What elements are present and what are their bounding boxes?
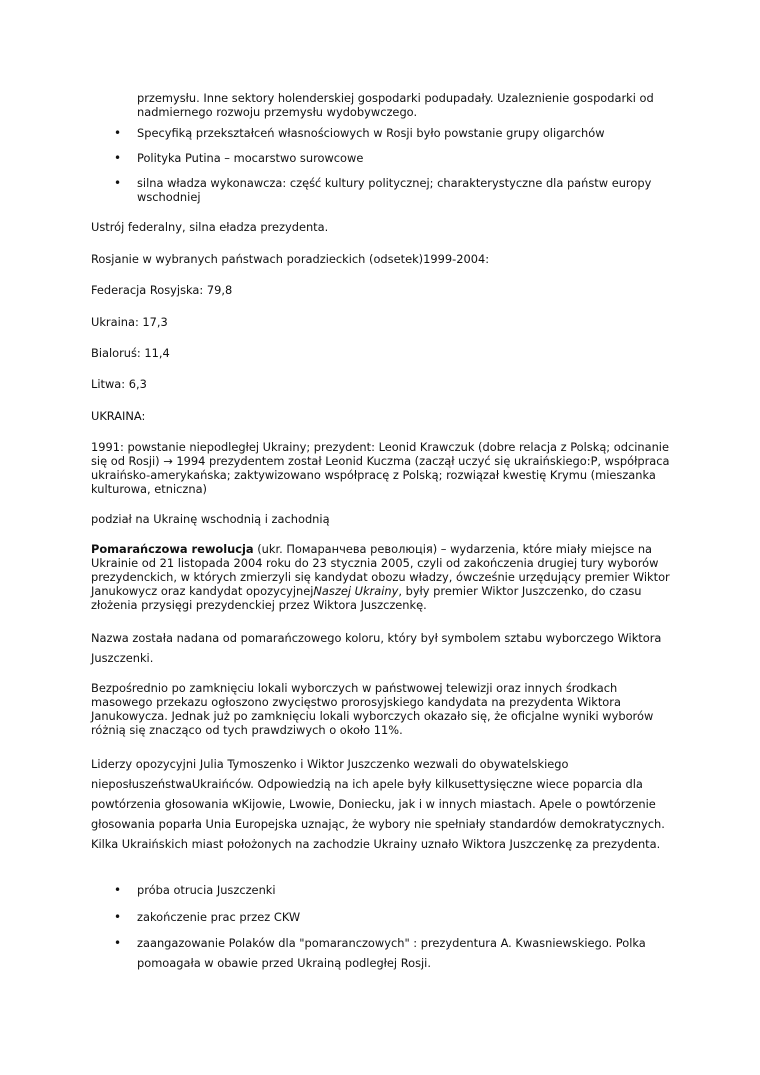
orange-text-b: , były premier Wiktor Juszczenko, do czasu złożenia przysięgi prezydenckiej przez Wiktora Juszczenkę. — [91, 584, 642, 612]
orange-italic: Naszej Ukrainy — [313, 584, 399, 598]
bullet-item: zakończenie prac przez CKW — [137, 910, 301, 924]
bullet-glyph: • — [114, 126, 122, 140]
stat-line: Ukraina: 17,3 — [91, 315, 168, 329]
stat-line: Bialoruś: 11,4 — [91, 346, 170, 360]
paragraph-orange-revolution — [91, 542, 681, 612]
section-heading-ukraina: UKRAINA: — [91, 409, 146, 423]
bullet-item: silna władza wykonawcza: część kultury politycznej; charakterystyczne dla państw europy wschodniej — [137, 176, 652, 204]
bullet-item: zaangazowanie Polaków dla "pomaranczowych" : prezydentura A. Kwasniewskiego. Polka pomoagała w obawie przed Ukrainą podległej Rosji. — [137, 936, 646, 970]
bullet-glyph: • — [114, 176, 122, 190]
stat-line: Federacja Rosyjska: 79,8 — [91, 283, 233, 297]
bullet-item: Specyfiką przekształceń własnościowych w Rosji było powstanie grupy oligarchów — [137, 126, 605, 140]
term-orange-revolution: Pomarańczowa rewolucja — [91, 542, 254, 556]
bullet-item: Polityka Putina – mocarstwo surowcowe — [137, 151, 364, 165]
orange-text-a: (ukr. Помаранчева революція) – wydarzenia, które miały miejsce na Ukrainie od 21 listopada 2004 roku do 23 stycznia 2005, czyli od zakończenia drugiej tury wyborów prezydenckich, w których zmierzyli się kandydat obozu władzy, ówcześnie urzędujący premier Wiktor Janukowycz oraz kandydat opozycyjnej — [91, 542, 670, 598]
intro-continuation: przemysłu. Inne sektory holenderskiej gospodarki podupadały. Uzaleznienie gospodarki od nadmiernego rozwoju przemysłu wydobywczego. — [137, 91, 654, 119]
paragraph-liderzy: Liderzy opozycyjni Julia Tymoszenko i Wiktor Juszczenko wezwali do obywatelskiego nieposłuszeństwaUkraińców. Odpowiedzią na ich apele były kilkusettysięczne wiece poparcia dla powtórzenia głosowania wKijowie, Lwowie, Doniecku, jak i w innych miastach. Apele o powtórzenie głosowania poparła Unia Europejska uznając, że wybory nie spełniały standardów demokratycznych. Kilka Ukraińskich miast położonych na zachodzie Ukrainy uznało Wiktora Juszczenkę za prezydenta. — [91, 757, 665, 851]
paragraph-podzial: podział na Ukrainę wschodnią i zachodnią — [91, 512, 330, 526]
bullet-item: próba otrucia Juszczenki — [137, 883, 276, 897]
bullet-glyph: • — [114, 936, 122, 950]
paragraph-1991: 1991: powstanie niepodległej Ukrainy; prezydent: Leonid Krawczuk (dobre relacja z Polską; odcinanie się od Rosji) → 1994 prezydentem został Leonid Kuczma (zaczął uczyć się ukraińskiego:P, współpraca ukraińsko-amerykańska; zaktywizowano współpracę z Polską; rozwiązał kwestię Krymu (mieszanka kulturowa, etniczna) — [91, 440, 670, 496]
paragraph-nazwa: Nazwa została nadana od pomarańczowego koloru, który był symbolem sztabu wyborczego Wiktora Juszczenki. — [91, 631, 662, 665]
stat-line: Litwa: 6,3 — [91, 377, 147, 391]
paragraph-rosjanie: Rosjanie w wybranych państwach poradzieckich (odsetek)1999-2004: — [91, 252, 490, 266]
bullet-glyph: • — [114, 910, 122, 924]
bullet-glyph: • — [114, 883, 122, 897]
bullet-glyph: • — [114, 151, 122, 165]
paragraph-ustroj: Ustrój federalny, silna eładza prezydenta. — [91, 220, 329, 234]
paragraph-bezposrednio: Bezpośrednio po zamknięciu lokali wyborczych w państwowej telewizji oraz innych środkach masowego przekazu ogłoszono zwycięstwo prorosyjskiego kandydata na prezydenta Wiktora Janukowycza. Jednak już po zamknięciu lokali wyborczych okazało się, że oficjalne wyniki wyborów różnią się znacząco od tych prawdziwych o około 11%. — [91, 681, 654, 737]
